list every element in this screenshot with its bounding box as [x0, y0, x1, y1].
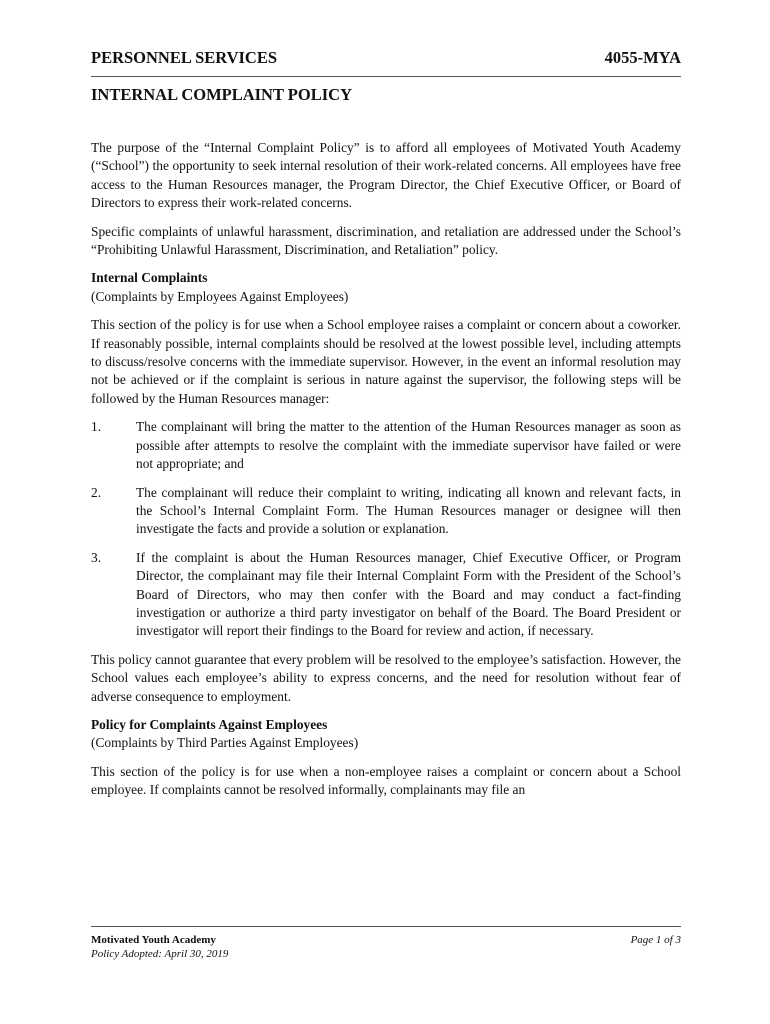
- list-item-number: 3.: [91, 549, 102, 565]
- footer-row: [91, 933, 681, 947]
- harassment-reference-paragraph: Specific complaints of unlawful harassment, discrimination, and retaliation are addressed under the School’s “Prohibiting Unlawful Harassment, Discrimination, and Retaliation” policy.: [91, 223, 681, 258]
- list-item: [91, 549, 681, 641]
- document-header: [91, 48, 681, 68]
- policy-code: 4055-MYA: [604, 48, 681, 67]
- policy-title: INTERNAL COMPLAINT POLICY: [91, 85, 352, 104]
- list-item: [91, 418, 681, 473]
- document-page: [91, 48, 681, 1018]
- header-divider: [91, 76, 681, 77]
- list-item-number: 1.: [91, 419, 102, 435]
- policy-limitation-paragraph: This policy cannot guarantee that every problem will be resolved to the employee’s satisfaction. However, the School values each employee’s ability to express concerns, and the need for resolution without fear of adverse consequence to employment.: [91, 651, 681, 704]
- complaints-against-employees-intro: This section of the policy is for use when a non-employee raises a complaint or concern about a School employee. If complaints cannot be resolved informally, complainants may file an: [91, 763, 681, 798]
- internal-complaints-heading: Internal Complaints: [91, 270, 208, 286]
- internal-complaints-subheading: (Complaints by Employees Against Employees): [91, 288, 349, 304]
- purpose-paragraph: The purpose of the “Internal Complaint Policy” is to afford all employees of Motivated Youth Academy (“School”) the opportunity to seek internal resolution of their work-related concerns. All employees have free access to the Human Resources manager, the Program Director, the Chief Executive Officer, or Board of Directors to express their work-related concerns.: [91, 140, 681, 211]
- complaint-steps-list: [91, 418, 681, 640]
- page-number: Page 1 of 3: [630, 934, 681, 946]
- footer-divider: [91, 926, 681, 927]
- list-item-text: The complainant will bring the matter to the attention of the Human Resources manager as soon as possible after attempts to resolve the complaint with the immediate supervisor have failed or were not appropriate; and: [136, 419, 681, 472]
- document-footer: [91, 926, 681, 961]
- list-item-text: If the complaint is about the Human Resources manager, Chief Executive Officer, or Program Director, the complainant may file their Internal Complaint Form with the President of the School’s Board of Directors, who may then confer with the Board and may conduct a fact-finding investigation or authorize a third party investigator on behalf of the Board. The Board President or investigator will report their findings to the Board for review and action, if necessary.: [136, 549, 681, 639]
- complaints-against-employees-subheading: (Complaints by Third Parties Against Employees): [91, 735, 359, 751]
- internal-complaints-intro: This section of the policy is for use when a School employee raises a complaint or concern about a coworker. If reasonably possible, internal complaints should be resolved at the lowest possible level, including attempts to discuss/resolve concerns with the immediate supervisor. However, in the event an informal resolution may not be achieved or if the complaint is serious in nature against the supervisor, the following steps will be followed by the Human Resources manager:: [91, 317, 681, 406]
- list-item-number: 2.: [91, 484, 102, 500]
- adoption-date: Policy Adopted: April 30, 2019: [91, 948, 229, 960]
- list-item: [91, 484, 681, 539]
- section-name: PERSONNEL SERVICES: [91, 48, 278, 67]
- complaints-against-employees-heading: Policy for Complaints Against Employees: [91, 716, 328, 732]
- list-item-text: The complainant will reduce their complaint to writing, indicating all known and relevant facts, in the School’s Internal Complaint Form. The Human Resources manager or designee will then investigate the facts and provide a solution or explanation.: [136, 484, 681, 537]
- footer-organization: Motivated Youth Academy: [91, 934, 216, 946]
